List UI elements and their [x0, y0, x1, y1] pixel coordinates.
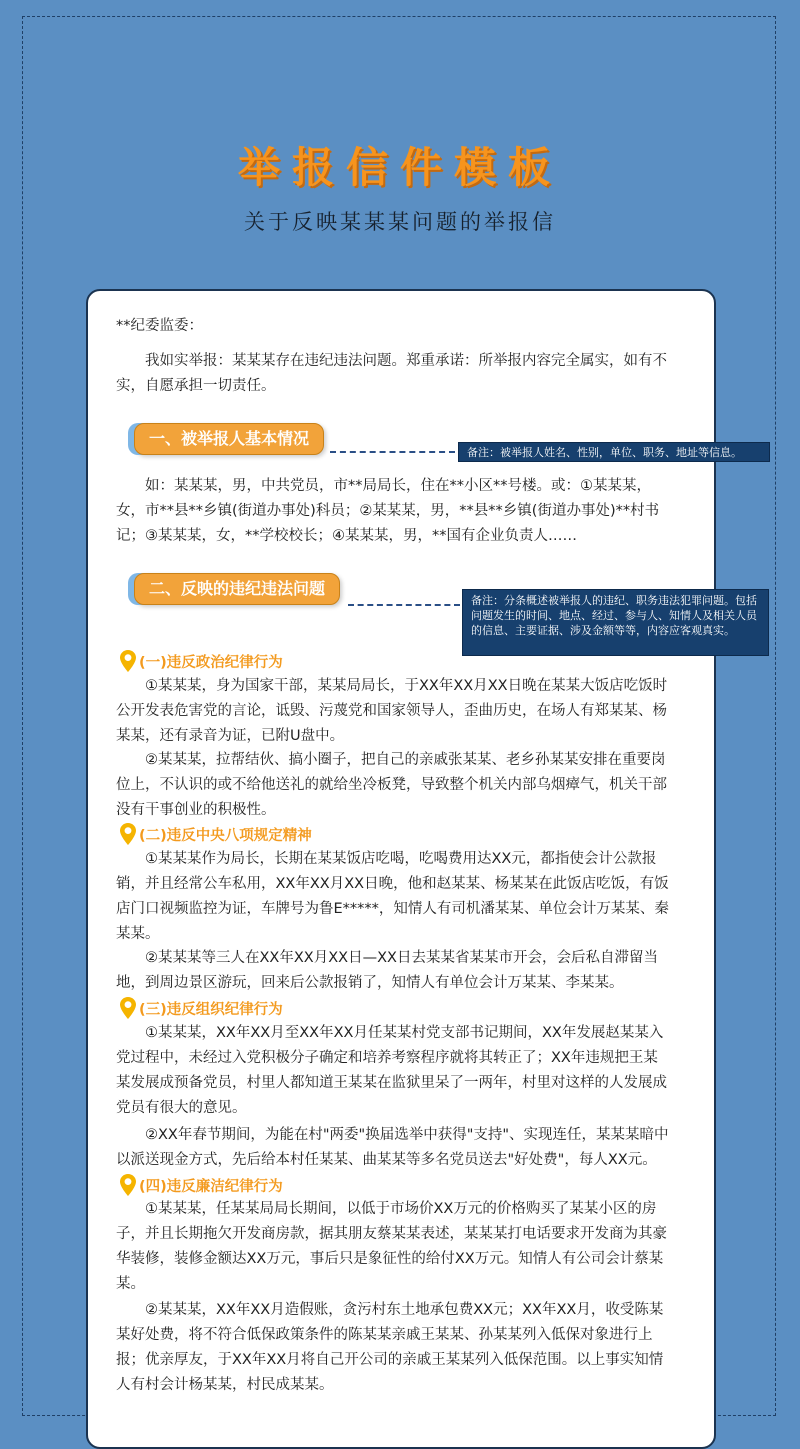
location-pin-icon — [120, 650, 136, 672]
subsection-heading-1 — [120, 649, 283, 673]
section1-body: 如：某某某，男，中共党员，市**局局长，住在**小区**号楼。或：①某某某，女，市**县**乡镇(街道办事处)科员；②某某某，男，**县**乡镇(街道办事处)**村书记；③某某某，女，**学校校长；④某某某，男，**国有企业负责人…… — [116, 478, 660, 544]
location-pin-icon — [120, 823, 136, 845]
paragraph: ①某某某作为局长，长期在某某饭店吃喝，吃喝费用达XX元，都指使会计公款报销，并且经常公车私用，XX年XX月XX日晚，他和赵某某、杨某某在此饭店吃饭，有饭店门口视频监控为证，车牌号为鲁E*****，知情人有司机潘某某、单位会计万某某、秦某某。 — [116, 851, 669, 942]
paragraph: ①某某某，XX年XX月至XX年XX月任某某村党支部书记期间，XX年发展赵某某入党过程中，未经过入党积极分子确定和培养考察程序就将其转正了；XX年违规把王某某发展成预备党员，村里人都知道王某某在监狱里呆了一两年，村里对这样的人发展成党员有很大的意见。 — [116, 1025, 667, 1116]
subsection-heading-3 — [120, 996, 283, 1020]
paragraph: ②某某某，XX年XX月造假账，贪污村东土地承包费XX元；XX年XX月，收受陈某某好处费，将不符合低保政策条件的陈某某亲戚王某某、孙某某列入低保对象进行上报；优亲厚友，于XX年XX月将自己开公司的亲戚王某某列入低保范围。以上事实知情人有村会计杨某某，村民成某某。 — [116, 1302, 664, 1393]
paragraph: ①某某某，任某某局局长期间，以低于市场价XX万元的价格购买了某某小区的房子，并且长期拖欠开发商房款，据其朋友蔡某某表述，某某某打电话要求开发商为其豪华装修，装修金额达XX万元，事后只是象征性的给付XX万元。知情人有公司会计蔡某某。 — [116, 1201, 667, 1292]
subsection-title: (二)违反中央八项规定精神 — [139, 827, 312, 844]
subsection-title: (四)违反廉洁纪律行为 — [139, 1178, 283, 1195]
page-title: 举报信件模板 — [237, 143, 562, 192]
location-pin-icon — [120, 1174, 136, 1196]
section2-heading: 二、反映的违纪违法问题 — [134, 573, 340, 605]
section1-connector — [330, 451, 455, 453]
subsection-title: (三)违反组织纪律行为 — [139, 1001, 283, 1018]
paragraph: ②某某某等三人在XX年XX月XX日—XX日去某某省某某市开会，会后私自滞留当地，到周边景区游玩，回来后公款报销了，知情人有单位会计万某某、李某某。 — [116, 950, 658, 991]
page-subtitle: 关于反映某某某问题的举报信 — [244, 210, 556, 234]
section2-connector — [348, 604, 460, 606]
paragraph: ②XX年春节期间，为能在村"两委"换届选举中获得"支持"、实现连任，某某某暗中以派送现金方式，先后给本村任某某、曲某某等多名党员送去"好处费"，每人XX元。 — [116, 1127, 669, 1168]
location-pin-icon — [120, 997, 136, 1019]
header — [0, 140, 800, 236]
section1-note: 备注：被举报人姓名、性别，单位、职务、地址等信息。 — [458, 442, 770, 462]
section1-heading: 一、被举报人基本情况 — [134, 423, 324, 455]
subsection-title: (一)违反政治纪律行为 — [139, 654, 283, 671]
paragraph: ②某某某，拉帮结伙、搞小圈子，把自己的亲戚张某某、老乡孙某某安排在重要岗位上，不认识的或不给他送礼的就给坐冷板凳，导致整个机关内部乌烟瘴气，机关干部没有干事创业的积极性。 — [116, 752, 667, 818]
paragraph: ①某某某，身为国家干部，某某局局长，于XX年XX月XX日晚在某某大饭店吃饭时公开发表危害党的言论，诋毁、污蔑党和国家领导人，歪曲历史，在场人有郑某某、杨某某，还有录音为证，已附U盘中。 — [116, 678, 668, 744]
subsection-heading-4 — [120, 1173, 283, 1197]
letter-salutation: **纪委监委： — [116, 318, 203, 334]
section2-note: 备注：分条概述被举报人的违纪、职务违法犯罪问题。包括问题发生的时间、地点、经过、参与人、知情人及相关人员的信息、主要证据、涉及金额等等，内容应客观真实。 — [462, 589, 769, 656]
letter-intro: 我如实举报：某某某存在违纪违法问题。郑重承诺：所举报内容完全属实，如有不实，自愿承担一切责任。 — [116, 353, 667, 394]
subsection-heading-2 — [120, 822, 312, 846]
